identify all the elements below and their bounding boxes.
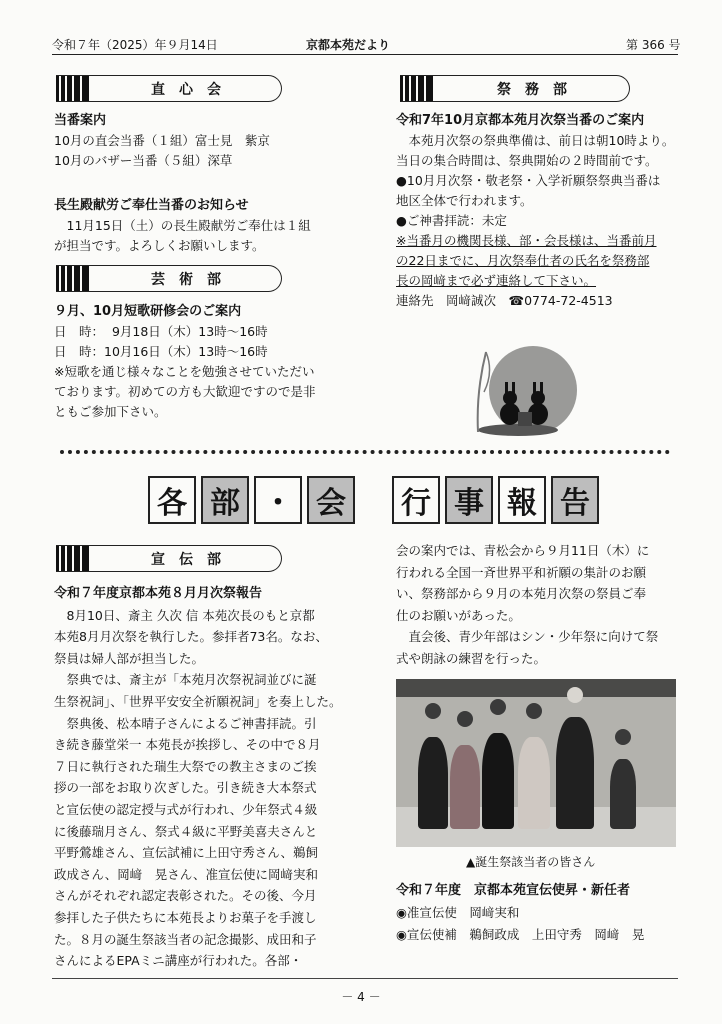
duty-line: 10月の直会当番（１組）富士見 紫京 — [54, 133, 270, 148]
report-line: 8月10日、斎主 久次 信 本苑次長のもと京都 — [54, 607, 315, 623]
saimubu-heading: 令和7年10月京都本苑月次祭当番のご案内 — [396, 113, 645, 128]
saimubu-contact: 連絡先 岡﨑誠次 ☎0774-72-4513 — [396, 293, 613, 308]
big-title-left — [148, 476, 355, 524]
report-line: さんによるEPAミニ講座が行われた。各部・ — [54, 953, 303, 969]
banner-stripes-icon — [56, 546, 91, 571]
tanka-line: ※短歌を通じ様々なことを勉強させていただい — [54, 364, 315, 379]
notice-heading: 長生殿献労ご奉仕当番のお知らせ — [54, 198, 249, 213]
section-banner-sendenbu — [56, 545, 282, 572]
section-title: 直心会 — [151, 81, 235, 98]
report-line: 祭員は婦人部が担当した。 — [54, 650, 205, 666]
header-rule — [52, 54, 678, 55]
sendenbu-continued — [396, 540, 682, 670]
section-banner-chokushinkai — [56, 75, 282, 102]
saimubu-important-line: 長の岡﨑まで必ず連絡して下さい。 — [396, 273, 597, 288]
report-line: 行われる全国一斉世界平和祈願の集計のお願 — [396, 564, 647, 580]
tanka-line: 日 時： 9月18日（木）13時～16時 — [54, 324, 268, 339]
tanka-line: 日 時：10月16日（木）13時～16時 — [54, 344, 268, 359]
title-char: 事 — [445, 476, 493, 524]
saimubu-line: ●10月月次祭・敬老祭・入学祈願祭祭典当番は — [396, 173, 661, 188]
chokushinkai-notice — [54, 196, 354, 256]
report-line: に後藤瑞月さん、祭式４級に平野美喜夫さんと — [54, 823, 318, 839]
promotion-line: ◉宣伝使補 鵜飼政成 上田守秀 岡﨑 晃 — [396, 927, 645, 942]
banner-stripes-icon — [400, 76, 435, 101]
report-line: き続き藤堂栄一 本苑長が挨拶し、その中で８月 — [54, 737, 321, 753]
saimubu-line: ●ご神書拝読：未定 — [396, 213, 507, 228]
saimubu-important-line: の22日までに、月次祭奉仕者の氏名を祭務部 — [396, 253, 650, 268]
report-heading: 令和７年度京都本苑８月月次祭報告 — [54, 586, 263, 601]
report-line: 直会後、青少年部はシン・少年祭に向けて祭 — [396, 629, 659, 645]
title-char: 告 — [551, 476, 599, 524]
saimubu-line: 本苑月次祭の祭典準備は、前日は朝10時より。 — [396, 133, 675, 148]
title-char: 会 — [307, 476, 355, 524]
banner-stripes-icon — [56, 76, 91, 101]
title-char: ・ — [254, 476, 302, 524]
issue-date: 令和７年（2025）年９月14日 — [52, 38, 218, 52]
report-line: 式や朗詠の練習を行った。 — [396, 650, 547, 666]
notice-line: が担当です。よろしくお願いします。 — [54, 238, 265, 253]
saimubu-body — [396, 111, 682, 311]
publication-title: 京都本苑だより — [306, 38, 391, 52]
promotion-list — [396, 880, 682, 946]
report-line: 祭典後、松本晴子さんによるご神書拝読。引 — [54, 715, 317, 731]
report-line: い、祭務部から９月の本苑月次祭の祭員ご奉 — [396, 586, 647, 602]
report-line: ７日に執行された瑞生大祭での教主さまのご挨 — [54, 758, 317, 774]
duty-line: 10月のバザー当番（５組）深草 — [54, 153, 233, 168]
group-photo — [396, 679, 676, 847]
section-title: 祭務部 — [497, 81, 581, 98]
report-line: 参拝した子供たちに本苑長よりお菓子を手渡し — [54, 909, 317, 925]
moon-rabbit-illustration — [458, 342, 588, 438]
mortar-icon — [518, 412, 532, 426]
saimubu-line: 当日の集合時間は、祭典開始の２時間前です。 — [396, 153, 658, 168]
section-divider — [60, 450, 670, 454]
tanka-line: ともご参加下さい。 — [54, 404, 167, 419]
section-title: 芸術部 — [151, 271, 235, 288]
title-char: 報 — [498, 476, 546, 524]
report-line: 仕のお願いがあった。 — [396, 607, 521, 623]
sendenbu-body — [54, 583, 354, 972]
report-line: 祭典では、斎主が「本苑月次祭祝詞並びに誕 — [54, 672, 317, 688]
saimubu-line: 地区全体で行われます。 — [396, 193, 533, 208]
chokushinkai-duty — [54, 111, 354, 171]
title-char: 部 — [201, 476, 249, 524]
banner-stripes-icon — [56, 266, 91, 291]
report-line: さんがそれぞれ認定表彰された。その後、今月 — [54, 888, 317, 904]
report-line: 拶の一部をお取り次ぎした。引き続き大本祭式 — [54, 780, 317, 796]
geijutsubu-body — [54, 302, 354, 422]
section-banner-geijutsubu — [56, 265, 282, 292]
report-line: と宣伝使の認定授与式が行われ、少年祭式４級 — [54, 801, 318, 817]
photo-caption: ▲誕生祭該当者の皆さん — [466, 855, 596, 869]
issue-number: 第 366 号 — [626, 38, 681, 52]
notice-line: 11月15日（土）の長生殿献労ご奉仕は１組 — [54, 218, 311, 233]
report-line: 生祭祝詞」、「世界平安安全祈願祝詞」を奏上した。 — [54, 693, 342, 709]
report-line: 平野鶯雄さん、宣伝試補に上田守秀さん、鵜飼 — [54, 845, 319, 861]
section-title: 宣伝部 — [151, 551, 235, 568]
promotion-line: ◉准宣伝使 岡﨑実和 — [396, 905, 520, 920]
report-line: 本苑8月月次祭を執行した。参拝者73名。なお、 — [54, 629, 328, 645]
duty-heading: 当番案内 — [54, 113, 107, 128]
page-number: － 4 － — [341, 990, 381, 1004]
section-banner-saimubu — [400, 75, 630, 102]
title-char: 各 — [148, 476, 196, 524]
report-line: 会の案内では、青松会から９月11日（木）に — [396, 543, 650, 558]
big-title-right — [392, 476, 599, 524]
saimubu-important-line: ※当番月の機関長様、部・会長様は、当番前月 — [396, 233, 657, 248]
promotion-heading: 令和７年度 京都本苑宣伝使昇・新任者 — [396, 883, 631, 898]
report-line: 政成さん、岡﨑 晃さん、准宣伝使に岡﨑実和 — [54, 866, 319, 882]
tanka-line: ております。初めての方も大歓迎ですので是非 — [54, 384, 316, 399]
footer-rule — [52, 978, 678, 979]
report-line: た。８月の誕生祭該当者の記念撮影、成田和子 — [54, 931, 317, 947]
tanka-heading: ９月、10月短歌研修会のご案内 — [54, 304, 242, 319]
title-char: 行 — [392, 476, 440, 524]
